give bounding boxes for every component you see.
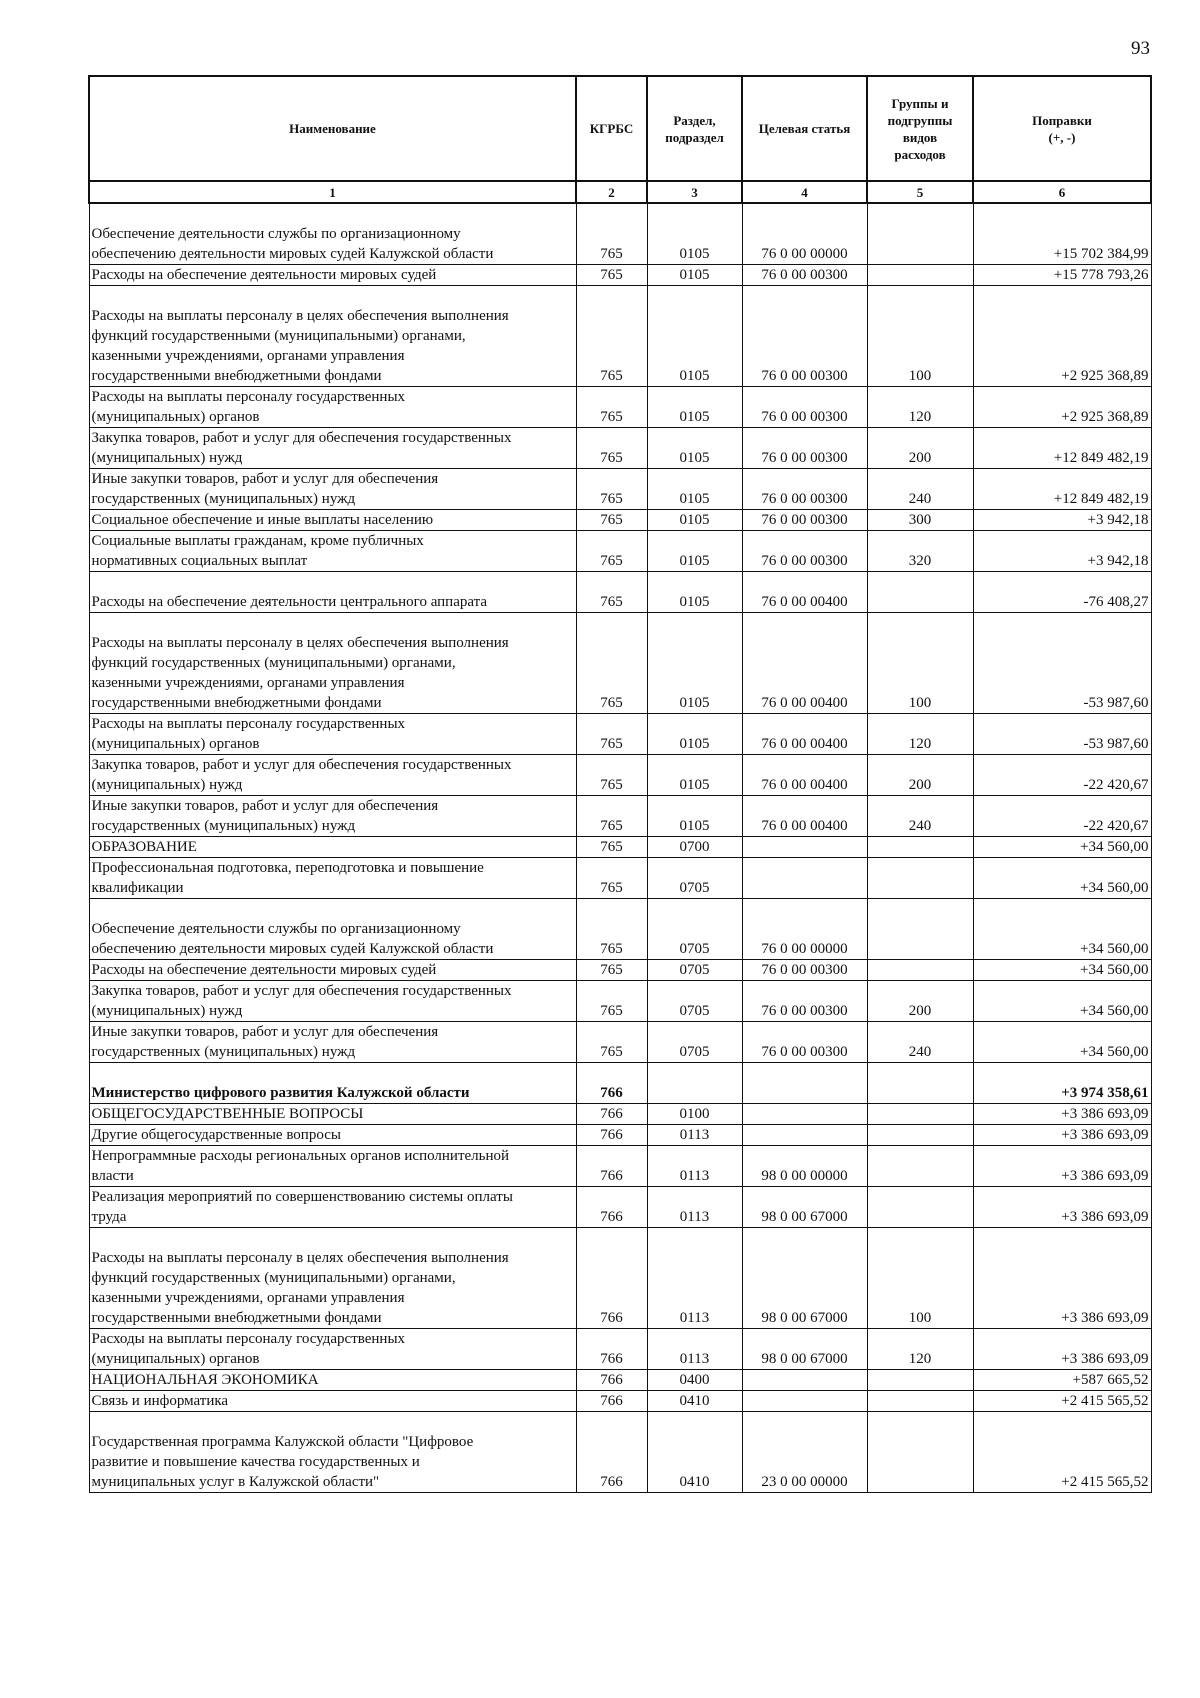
table-row	[89, 1063, 1151, 1104]
row-expense-group: 120	[867, 1329, 973, 1370]
row-target-article: 76 0 00 00300	[742, 387, 867, 428]
header-section: Раздел, подраздел	[647, 76, 742, 181]
row-kgrbs: 766	[576, 1187, 647, 1228]
row-target-article: 76 0 00 00300	[742, 960, 867, 981]
row-target-article: 76 0 00 00400	[742, 796, 867, 837]
row-section: 0705	[647, 1022, 742, 1063]
row-amendment-amount: +2 415 565,52	[973, 1391, 1151, 1412]
row-section: 0113	[647, 1125, 742, 1146]
row-amendment-amount: +2 415 565,52	[973, 1412, 1151, 1493]
table-row	[89, 1187, 1151, 1228]
row-kgrbs: 765	[576, 960, 647, 981]
row-amendment-amount: +34 560,00	[973, 1022, 1151, 1063]
row-name: Закупка товаров, работ и услуг для обеспечения государственных (муниципальных) нужд	[89, 981, 576, 1022]
row-amendment-amount: -22 420,67	[973, 796, 1151, 837]
row-target-article	[742, 1104, 867, 1125]
row-expense-group	[867, 1370, 973, 1391]
row-kgrbs: 765	[576, 286, 647, 387]
row-section: 0113	[647, 1146, 742, 1187]
row-section: 0705	[647, 960, 742, 981]
row-target-article: 76 0 00 00300	[742, 510, 867, 531]
row-expense-group	[867, 203, 973, 265]
row-name: Расходы на обеспечение деятельности центрального аппарата	[89, 572, 576, 613]
row-section	[647, 1063, 742, 1104]
row-expense-group: 240	[867, 469, 973, 510]
table-row	[89, 428, 1151, 469]
row-name: Расходы на выплаты персоналу в целях обеспечения выполнения функций государственных (муниципальными) органами, казенными учреждениями, органами управления государственными внебюджетными фондами	[89, 613, 576, 714]
row-name: Реализация мероприятий по совершенствованию системы оплаты труда	[89, 1187, 576, 1228]
row-amendment-amount: +2 925 368,89	[973, 286, 1151, 387]
row-kgrbs: 765	[576, 613, 647, 714]
row-kgrbs: 765	[576, 981, 647, 1022]
row-name: Профессиональная подготовка, переподготовка и повышение квалификации	[89, 858, 576, 899]
row-name: Расходы на выплаты персоналу государственных (муниципальных) органов	[89, 714, 576, 755]
row-section: 0105	[647, 572, 742, 613]
budget-amendments-table	[88, 75, 1152, 1493]
table-row	[89, 1022, 1151, 1063]
table-row	[89, 613, 1151, 714]
row-name: Расходы на выплаты персоналу государственных (муниципальных) органов	[89, 387, 576, 428]
row-kgrbs: 765	[576, 755, 647, 796]
row-kgrbs: 765	[576, 265, 647, 286]
row-section: 0705	[647, 899, 742, 960]
page-number: 93	[1131, 38, 1150, 59]
row-amendment-amount: -22 420,67	[973, 755, 1151, 796]
row-name: ОБРАЗОВАНИЕ	[89, 837, 576, 858]
row-kgrbs: 766	[576, 1146, 647, 1187]
column-number: 1	[89, 181, 576, 203]
row-section: 0105	[647, 755, 742, 796]
row-target-article: 98 0 00 67000	[742, 1187, 867, 1228]
row-section: 0705	[647, 858, 742, 899]
row-section: 0105	[647, 469, 742, 510]
row-name: Закупка товаров, работ и услуг для обеспечения государственных (муниципальных) нужд	[89, 428, 576, 469]
row-target-article: 76 0 00 00300	[742, 428, 867, 469]
row-expense-group: 200	[867, 981, 973, 1022]
row-kgrbs: 766	[576, 1412, 647, 1493]
row-section: 0105	[647, 265, 742, 286]
row-target-article: 23 0 00 00000	[742, 1412, 867, 1493]
row-amendment-amount: +3 386 693,09	[973, 1146, 1151, 1187]
row-target-article: 98 0 00 67000	[742, 1228, 867, 1329]
row-expense-group	[867, 1146, 973, 1187]
row-expense-group: 100	[867, 286, 973, 387]
row-amendment-amount: +34 560,00	[973, 858, 1151, 899]
header-target-article: Целевая статья	[742, 76, 867, 181]
table-row	[89, 572, 1151, 613]
row-kgrbs: 765	[576, 510, 647, 531]
column-number: 5	[867, 181, 973, 203]
table-row	[89, 1146, 1151, 1187]
row-target-article: 98 0 00 67000	[742, 1329, 867, 1370]
row-target-article	[742, 1370, 867, 1391]
row-expense-group	[867, 1125, 973, 1146]
row-name: ОБЩЕГОСУДАРСТВЕННЫЕ ВОПРОСЫ	[89, 1104, 576, 1125]
row-section: 0113	[647, 1187, 742, 1228]
row-kgrbs: 766	[576, 1104, 647, 1125]
row-amendment-amount: +34 560,00	[973, 899, 1151, 960]
row-expense-group	[867, 899, 973, 960]
row-kgrbs: 766	[576, 1125, 647, 1146]
row-kgrbs: 765	[576, 428, 647, 469]
row-name: Расходы на обеспечение деятельности мировых судей	[89, 960, 576, 981]
table-header-row	[89, 76, 1151, 181]
row-kgrbs: 765	[576, 531, 647, 572]
row-kgrbs: 766	[576, 1370, 647, 1391]
row-amendment-amount: +587 665,52	[973, 1370, 1151, 1391]
row-target-article: 98 0 00 00000	[742, 1146, 867, 1187]
header-kgrbs: КГРБС	[576, 76, 647, 181]
table-row	[89, 899, 1151, 960]
row-amendment-amount: +34 560,00	[973, 960, 1151, 981]
table-row	[89, 1370, 1151, 1391]
table-row	[89, 1104, 1151, 1125]
row-kgrbs: 765	[576, 837, 647, 858]
row-kgrbs: 765	[576, 572, 647, 613]
row-target-article: 76 0 00 00300	[742, 981, 867, 1022]
row-section: 0105	[647, 714, 742, 755]
row-name: Обеспечение деятельности службы по организационному обеспечению деятельности мировых судей Калужской области	[89, 203, 576, 265]
row-amendment-amount: +3 386 693,09	[973, 1228, 1151, 1329]
row-amendment-amount: +12 849 482,19	[973, 469, 1151, 510]
row-section: 0410	[647, 1391, 742, 1412]
row-amendment-amount: +15 702 384,99	[973, 203, 1151, 265]
row-amendment-amount: +3 942,18	[973, 531, 1151, 572]
row-amendment-amount: +15 778 793,26	[973, 265, 1151, 286]
row-name: Иные закупки товаров, работ и услуг для обеспечения государственных (муниципальных) нужд	[89, 796, 576, 837]
table-row	[89, 286, 1151, 387]
row-name: Государственная программа Калужской области "Цифровое развитие и повышение качества государственных и муниципальных услуг в Калужской области"	[89, 1412, 576, 1493]
row-name: Закупка товаров, работ и услуг для обеспечения государственных (муниципальных) нужд	[89, 755, 576, 796]
row-amendment-amount: -53 987,60	[973, 714, 1151, 755]
table-row	[89, 510, 1151, 531]
row-amendment-amount: +3 386 693,09	[973, 1104, 1151, 1125]
row-target-article	[742, 1125, 867, 1146]
row-target-article	[742, 858, 867, 899]
table-row	[89, 837, 1151, 858]
row-amendment-amount: +34 560,00	[973, 981, 1151, 1022]
row-expense-group: 200	[867, 755, 973, 796]
row-kgrbs: 765	[576, 858, 647, 899]
row-amendment-amount: +3 386 693,09	[973, 1329, 1151, 1370]
row-target-article	[742, 837, 867, 858]
row-expense-group: 100	[867, 1228, 973, 1329]
row-kgrbs: 765	[576, 203, 647, 265]
row-target-article: 76 0 00 00300	[742, 469, 867, 510]
header-amendments: Поправки (+, -)	[973, 76, 1151, 181]
table-row	[89, 1329, 1151, 1370]
row-expense-group: 300	[867, 510, 973, 531]
table-row	[89, 960, 1151, 981]
column-number: 3	[647, 181, 742, 203]
row-expense-group	[867, 1412, 973, 1493]
table-row	[89, 1391, 1151, 1412]
row-expense-group	[867, 837, 973, 858]
row-expense-group: 240	[867, 1022, 973, 1063]
header-expense-groups: Группы и подгруппы видов расходов	[867, 76, 973, 181]
row-section: 0105	[647, 510, 742, 531]
row-expense-group: 120	[867, 714, 973, 755]
table-row	[89, 981, 1151, 1022]
row-expense-group	[867, 265, 973, 286]
row-kgrbs: 765	[576, 1022, 647, 1063]
row-expense-group: 200	[867, 428, 973, 469]
row-section: 0113	[647, 1228, 742, 1329]
row-name: Расходы на обеспечение деятельности мировых судей	[89, 265, 576, 286]
row-section: 0410	[647, 1412, 742, 1493]
row-expense-group: 100	[867, 613, 973, 714]
row-expense-group	[867, 1104, 973, 1125]
row-target-article: 76 0 00 00400	[742, 572, 867, 613]
row-section: 0705	[647, 981, 742, 1022]
row-kgrbs: 765	[576, 714, 647, 755]
column-number-row	[89, 181, 1151, 203]
row-name: Расходы на выплаты персоналу в целях обеспечения выполнения функций государственных (муниципальными) органами, казенными учреждениями, органами управления государственными внебюджетными фондами	[89, 1228, 576, 1329]
table-row	[89, 858, 1151, 899]
row-amendment-amount: +3 942,18	[973, 510, 1151, 531]
row-target-article: 76 0 00 00300	[742, 1022, 867, 1063]
row-expense-group: 240	[867, 796, 973, 837]
row-expense-group	[867, 858, 973, 899]
row-section: 0100	[647, 1104, 742, 1125]
table-row	[89, 1125, 1151, 1146]
table-row	[89, 796, 1151, 837]
table-row	[89, 387, 1151, 428]
row-expense-group	[867, 1391, 973, 1412]
column-number: 4	[742, 181, 867, 203]
row-target-article: 76 0 00 00300	[742, 531, 867, 572]
table-row	[89, 203, 1151, 265]
row-kgrbs: 766	[576, 1391, 647, 1412]
row-section: 0105	[647, 387, 742, 428]
row-amendment-amount: +3 386 693,09	[973, 1187, 1151, 1228]
row-expense-group: 120	[867, 387, 973, 428]
row-name: НАЦИОНАЛЬНАЯ ЭКОНОМИКА	[89, 1370, 576, 1391]
row-target-article: 76 0 00 00400	[742, 613, 867, 714]
row-name: Обеспечение деятельности службы по организационному обеспечению деятельности мировых судей Калужской области	[89, 899, 576, 960]
row-expense-group: 320	[867, 531, 973, 572]
row-expense-group	[867, 1187, 973, 1228]
row-section: 0400	[647, 1370, 742, 1391]
row-kgrbs: 766	[576, 1228, 647, 1329]
row-kgrbs: 765	[576, 469, 647, 510]
row-amendment-amount: +3 974 358,61	[973, 1063, 1151, 1104]
row-name: Иные закупки товаров, работ и услуг для обеспечения государственных (муниципальных) нужд	[89, 469, 576, 510]
row-amendment-amount: +34 560,00	[973, 837, 1151, 858]
row-target-article: 76 0 00 00300	[742, 265, 867, 286]
row-name: Социальные выплаты гражданам, кроме публичных нормативных социальных выплат	[89, 531, 576, 572]
row-target-article: 76 0 00 00400	[742, 755, 867, 796]
header-name: Наименование	[89, 76, 576, 181]
table-row	[89, 531, 1151, 572]
table-row	[89, 1228, 1151, 1329]
row-name: Расходы на выплаты персоналу в целях обеспечения выполнения функций государственными (муниципальными) органами, казенными учреждениями, органами управления государственными внебюджетными фондами	[89, 286, 576, 387]
table-row	[89, 265, 1151, 286]
row-expense-group	[867, 572, 973, 613]
table-row	[89, 755, 1151, 796]
row-kgrbs: 765	[576, 796, 647, 837]
row-section: 0105	[647, 286, 742, 387]
row-section: 0105	[647, 428, 742, 469]
row-section: 0105	[647, 203, 742, 265]
row-section: 0105	[647, 796, 742, 837]
row-amendment-amount: -53 987,60	[973, 613, 1151, 714]
row-expense-group	[867, 960, 973, 981]
row-target-article: 76 0 00 00300	[742, 286, 867, 387]
column-number: 6	[973, 181, 1151, 203]
column-number: 2	[576, 181, 647, 203]
row-target-article	[742, 1391, 867, 1412]
table-row	[89, 714, 1151, 755]
row-amendment-amount: +12 849 482,19	[973, 428, 1151, 469]
row-kgrbs: 765	[576, 387, 647, 428]
row-name: Связь и информатика	[89, 1391, 576, 1412]
row-name: Расходы на выплаты персоналу государственных (муниципальных) органов	[89, 1329, 576, 1370]
row-target-article: 76 0 00 00000	[742, 203, 867, 265]
row-kgrbs: 765	[576, 899, 647, 960]
row-section: 0113	[647, 1329, 742, 1370]
row-target-article	[742, 1063, 867, 1104]
row-section: 0105	[647, 531, 742, 572]
row-name: Другие общегосударственные вопросы	[89, 1125, 576, 1146]
row-name: Социальное обеспечение и иные выплаты населению	[89, 510, 576, 531]
row-section: 0105	[647, 613, 742, 714]
row-target-article: 76 0 00 00400	[742, 714, 867, 755]
table-row	[89, 469, 1151, 510]
row-name: Иные закупки товаров, работ и услуг для обеспечения государственных (муниципальных) нужд	[89, 1022, 576, 1063]
row-kgrbs: 766	[576, 1329, 647, 1370]
table-row	[89, 1412, 1151, 1493]
row-amendment-amount: +2 925 368,89	[973, 387, 1151, 428]
row-expense-group	[867, 1063, 973, 1104]
row-amendment-amount: +3 386 693,09	[973, 1125, 1151, 1146]
row-target-article: 76 0 00 00000	[742, 899, 867, 960]
row-name: Министерство цифрового развития Калужской области	[89, 1063, 576, 1104]
row-name: Непрограммные расходы региональных органов исполнительной власти	[89, 1146, 576, 1187]
row-section: 0700	[647, 837, 742, 858]
row-amendment-amount: -76 408,27	[973, 572, 1151, 613]
row-kgrbs: 766	[576, 1063, 647, 1104]
